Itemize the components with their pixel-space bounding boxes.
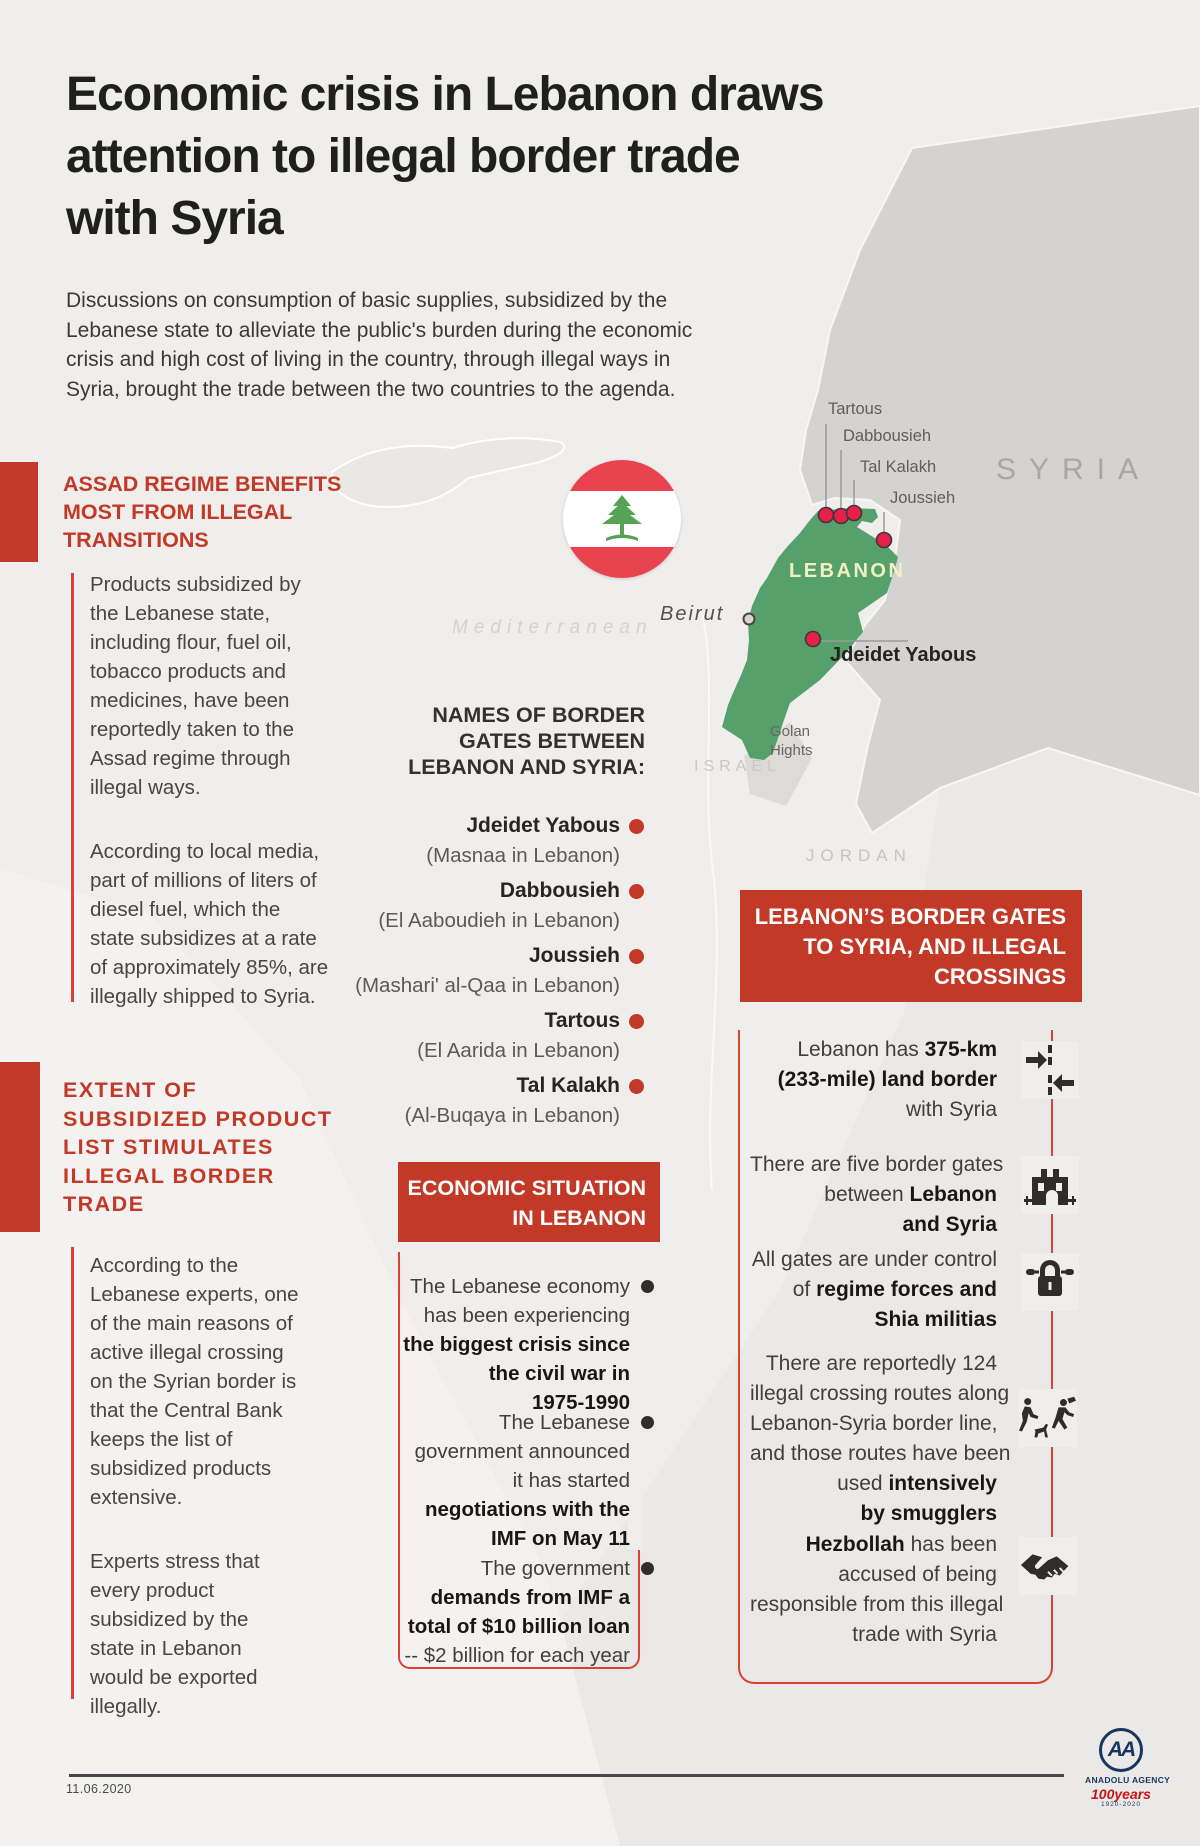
text-line: with Syria [66,192,283,245]
section-heading-assad [63,470,341,554]
gate-name: Joussieh [528,944,620,967]
text-line: illegal crossing routes along [750,1382,1010,1405]
text-line: ECONOMIC SITUATION [407,1176,646,1200]
text-line: Shia militias [874,1308,997,1331]
text-line: reportedly taken to the [90,718,294,741]
text-line: illegal ways. [90,776,201,799]
text-line: subsidized products [90,1457,272,1480]
smugglers-icon [1019,1389,1077,1447]
gate-list-item [260,1009,645,1063]
text-line: of regime forces and [792,1278,997,1301]
text-line: There are reportedly 124 [765,1352,997,1375]
border-gates-list [260,702,645,1127]
section-marker-bar [0,462,38,562]
text-line: total of $10 billion loan [407,1615,630,1638]
text-line: TRADE [63,1192,145,1216]
text-line: There are five border gates [750,1153,1004,1176]
text-line: TRANSITIONS [63,528,209,552]
intro-paragraph [66,286,692,404]
map-label-syria: SYRIA [996,453,1152,486]
crossings-fact [750,1150,1004,1240]
gate-name: Tartous [544,1009,620,1032]
text-line: Lebanon-Syria border line, [750,1412,998,1435]
text-line: the civil war in [488,1362,630,1385]
gate-red-dot [629,949,644,964]
border-mask [628,1248,642,1550]
text-line: TO SYRIA, AND ILLEGAL [803,934,1066,959]
economic-situation-header [398,1162,660,1242]
extent-paragraph-1 [90,1251,299,1512]
text-line: ASSAD REGIME BENEFITS [63,472,342,496]
gate-list-item [260,1074,645,1128]
text-line: According to the [90,1254,239,1277]
map-dot-joussieh [877,533,892,548]
text-line: CROSSINGS [933,964,1066,989]
text-line: GATES BETWEEN [459,729,645,753]
gate-list-item [260,814,645,868]
text-line: would be exported [90,1666,258,1689]
anadolu-agency-logo [1085,1728,1171,1808]
paragraph-rule [71,573,74,1002]
text-line: -- $2 billion for each year [404,1644,630,1667]
map-label-golan-hights [770,722,813,760]
text-line: 1975-1990 [531,1391,630,1414]
gate-name: Tal Kalakh [516,1074,620,1097]
map-label-beirut: Beirut [660,603,725,625]
text-line: Lebanese experts, one [90,1283,299,1306]
map-dot-tartous [819,508,834,523]
gate-red-dot [629,884,644,899]
text-line: The Lebanese economy [410,1275,630,1298]
text-line: IN LEBANON [512,1206,646,1230]
map-label-mediterranean: Mediterranean [452,617,653,638]
text-line: responsible from this illegal [750,1593,1004,1616]
publication-date: 11.06.2020 [66,1782,132,1796]
text-line: attention to illegal border trade [66,130,740,183]
map-label-jordan: JORDAN [806,846,912,865]
padlock-icon [1021,1253,1079,1311]
aa-logo-circle [1099,1728,1143,1772]
text-line: Lebanon has 375-km [797,1038,997,1061]
text-line: accused of being [838,1563,997,1586]
border-crossing-arrows-icon [1021,1041,1079,1099]
text-line: medicines, have been [90,689,290,712]
cyprus-island-shape [332,438,565,507]
text-line: that the Central Bank [90,1399,283,1422]
gate-name: Jdeidet Yabous [466,814,620,837]
handshake-icon [1019,1537,1077,1595]
text-line: tobacco products and [90,660,287,683]
text-line: IMF on May 11 [491,1527,630,1550]
gate-list-item [260,944,645,998]
page-title [66,64,824,250]
text-line: demands from IMF a [430,1586,630,1609]
text-line: Economic crisis in Lebanon draws [66,68,824,121]
cedar-tree-icon [590,493,654,545]
paragraph-rule [71,1247,74,1699]
map-dot-beirut [744,614,755,625]
text-line: keeps the list of [90,1428,233,1451]
text-line: of the main reasons of [90,1312,293,1335]
lebanon-flag-icon [563,460,681,578]
map-label-dabbousieh: Dabbousieh [843,427,932,445]
text-line: LEBANON’S BORDER GATES [754,904,1066,929]
text-line: (233-mile) land border [777,1068,997,1091]
text-line: extensive. [90,1486,183,1509]
crossings-fact [750,1530,1004,1650]
text-line: Syria, brought the trade between the two countries to the agenda. [66,377,676,401]
economic-fact [400,1408,630,1553]
gate-lebanon-side: (El Aarida in Lebanon) [417,1039,620,1062]
text-line: Discussions on consumption of basic supplies, subsidized by the [66,289,668,312]
text-line: including flour, fuel oil, [90,631,292,654]
text-line: and those routes have been [750,1442,1011,1465]
text-line: with Syria [905,1098,997,1121]
text-line: subsidized by the [90,1608,249,1631]
map-label-tartous: Tartous [828,400,883,418]
text-line: Products subsidized by [90,573,301,596]
gate-name: Dabbousieh [499,879,620,902]
text-line: and Syria [902,1213,997,1236]
text-line: negotiations with the [425,1498,630,1521]
text-line: diesel fuel, which the [90,898,281,921]
aa-logo-letters: AA [1107,1738,1135,1761]
text-line: LIST STIMULATES [63,1135,274,1159]
map-dot-tal-kalakh [847,506,862,521]
text-line: MOST FROM ILLEGAL [63,500,293,524]
text-line: All gates are under control [751,1248,997,1271]
gate-lebanon-side: (El Aaboudieh in Lebanon) [378,909,620,932]
economic-fact [400,1272,630,1417]
text-line: by smugglers [860,1502,997,1525]
text-line: According to local media, [90,840,320,863]
gate-lebanon-side: (Masnaa in Lebanon) [426,844,620,867]
text-line: on the Syrian border is [90,1370,297,1393]
bullet-dot [641,1280,654,1293]
text-line: Experts stress that [90,1550,260,1573]
text-line: used intensively [837,1472,997,1495]
extent-paragraph-2 [90,1547,260,1721]
section-marker-bar [0,1062,40,1232]
text-line: trade with Syria [852,1623,997,1646]
text-line: Golan [770,723,811,740]
text-line: the Lebanese state, [90,602,271,625]
crossings-fact [750,1349,1011,1529]
text-line: NAMES OF BORDER [432,703,645,727]
text-line: government announced [414,1440,630,1463]
map-dot-jdeidet-yabous [806,632,821,647]
border-gates-crossings-header [740,890,1082,1002]
crossings-fact [750,1035,997,1125]
text-line: Hezbollah has been [805,1533,997,1556]
map-label-jdeidet-yabous: Jdeidet Yabous [830,644,977,666]
flag-bottom-stripe [563,547,681,578]
gate-list-item [260,879,645,933]
text-line: EXTENT OF [63,1078,198,1102]
border-gates-list-heading [260,702,645,780]
text-line: The government [480,1557,630,1580]
text-line: of approximately 85%, are [90,956,329,979]
text-line: Assad regime through [90,747,291,770]
gate-red-dot [629,1079,644,1094]
jordan-river-border-line [702,612,717,1190]
text-line: SUBSIDIZED PRODUCT [63,1106,333,1131]
bullet-dot [641,1416,654,1429]
gate-red-dot [629,1014,644,1029]
text-line: the biggest crisis since [403,1333,630,1356]
map-label-lebanon: LEBANON [789,560,906,582]
text-line: Lebanese state to alleviate the public's burden during the economic [66,318,693,342]
text-line: between Lebanon [824,1183,997,1206]
map-label-tal-kalakh: Tal Kalakh [860,458,937,476]
bullet-dot [641,1562,654,1575]
text-line: has been experiencing [423,1304,630,1327]
text-line: it has started [512,1469,630,1492]
text-line: state subsidizes at a rate [90,927,317,950]
agency-name: ANADOLU AGENCY [1085,1775,1171,1785]
text-line: crisis and high cost of living in the country, through illegal ways in [66,348,671,371]
text-line: The Lebanese [498,1411,630,1434]
flag-top-stripe [563,460,681,491]
text-line: every product [90,1579,215,1602]
text-line: active illegal crossing [90,1341,284,1364]
gate-red-dot [629,819,644,834]
text-line: Hights [770,742,813,759]
anniversary-100-years: 100years [1091,1786,1151,1802]
text-line: part of millions of liters of [90,869,317,892]
footer-rule [69,1774,1064,1777]
text-line: LEBANON AND SYRIA: [408,755,645,779]
map-label-joussieh: Joussieh [890,489,956,507]
economic-fact [400,1554,630,1670]
gate-lebanon-side: (Al-Buqaya in Lebanon) [404,1104,620,1127]
text-line: state in Lebanon [90,1637,242,1660]
text-line: ILLEGAL BORDER [63,1163,275,1188]
gate-lebanon-side: (Mashari' al-Qaa in Lebanon) [355,974,620,997]
crossings-fact [750,1245,997,1335]
anniversary-year-range: 1920-2020 [1100,1801,1142,1808]
text-line: illegally. [90,1695,162,1718]
text-line: illegally shipped to Syria. [90,985,316,1008]
map-label-israel: ISRAEL [694,758,781,775]
border-gate-icon [1021,1156,1079,1214]
